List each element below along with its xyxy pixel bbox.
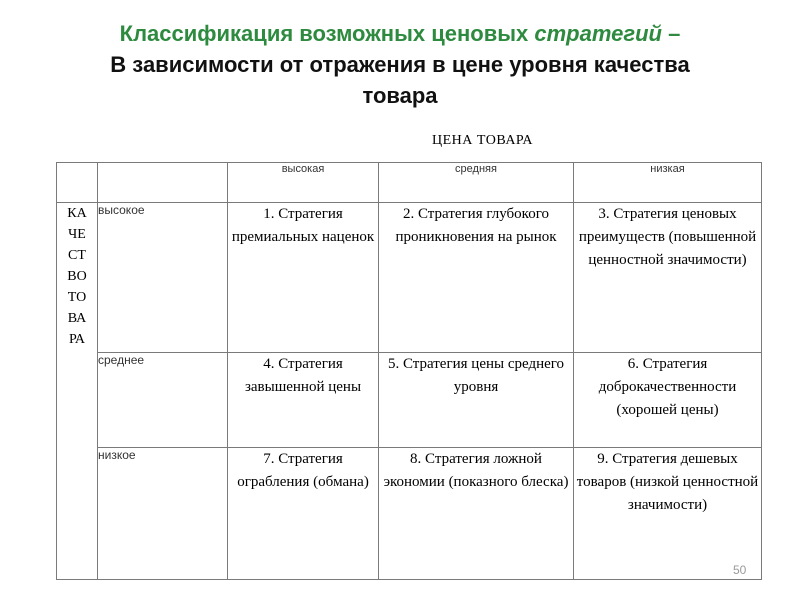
quality-label-part: ВА (67, 311, 87, 326)
title-line-2: В зависимости от отражения в цене уровня качества (110, 52, 690, 77)
header-row (57, 163, 762, 203)
strategy-cell: 5. Стратегия цены среднего уровня (379, 353, 574, 448)
strategy-cell: 8. Стратегия ложной экономии (показного блеска) (379, 448, 574, 580)
quality-label-part: КА (67, 206, 87, 221)
header-corner (98, 163, 228, 203)
strategy-cell: 1. Стратегия премиальных наценок (228, 203, 379, 353)
title-line-3: товара (362, 83, 438, 108)
header-corner-left (57, 163, 98, 203)
table-row (57, 353, 762, 448)
row-label-low: низкое (98, 448, 228, 580)
quality-label-part: СТ (68, 248, 86, 263)
strategy-cell: 6. Стратегия доброкачественности (хорошей цены) (574, 353, 762, 448)
title-line-1-suffix: – (661, 21, 681, 46)
column-header-medium: средняя (379, 163, 574, 203)
column-header-high: высокая (228, 163, 379, 203)
row-label-medium: среднее (98, 353, 228, 448)
table-row (57, 448, 762, 580)
quality-label-part: ТО (67, 290, 87, 305)
strategy-cell: 9. Стратегия дешевых товаров (низкой ценностной значимости) (574, 448, 762, 580)
row-label-high: высокое (98, 203, 228, 353)
title-line-1-italic: стратегий (534, 21, 662, 46)
price-axis-header: ЦЕНА ТОВАРА (432, 133, 534, 148)
quality-label-part: ВО (67, 269, 87, 284)
quality-label-part: ЧЕ (68, 227, 86, 242)
slide-title (0, 18, 800, 111)
strategy-cell: 3. Стратегия ценовых преимуществ (повышенной ценностной значимости) (574, 203, 762, 353)
strategy-cell: 4. Стратегия завышенной цены (228, 353, 379, 448)
title-line-1 (0, 18, 800, 49)
page-number: 50 (733, 563, 747, 577)
column-header-low: низкая (574, 163, 762, 203)
strategy-cell: 2. Стратегия глубокого проникновения на рынок (379, 203, 574, 353)
table-row (57, 203, 762, 353)
strategy-matrix (56, 162, 762, 580)
title-line-1-prefix: Классификация возможных ценовых (119, 21, 535, 46)
quality-vertical-label (57, 203, 98, 580)
strategy-cell: 7. Стратегия ограбления (обмана) (228, 448, 379, 580)
quality-label-part: РА (68, 332, 86, 347)
